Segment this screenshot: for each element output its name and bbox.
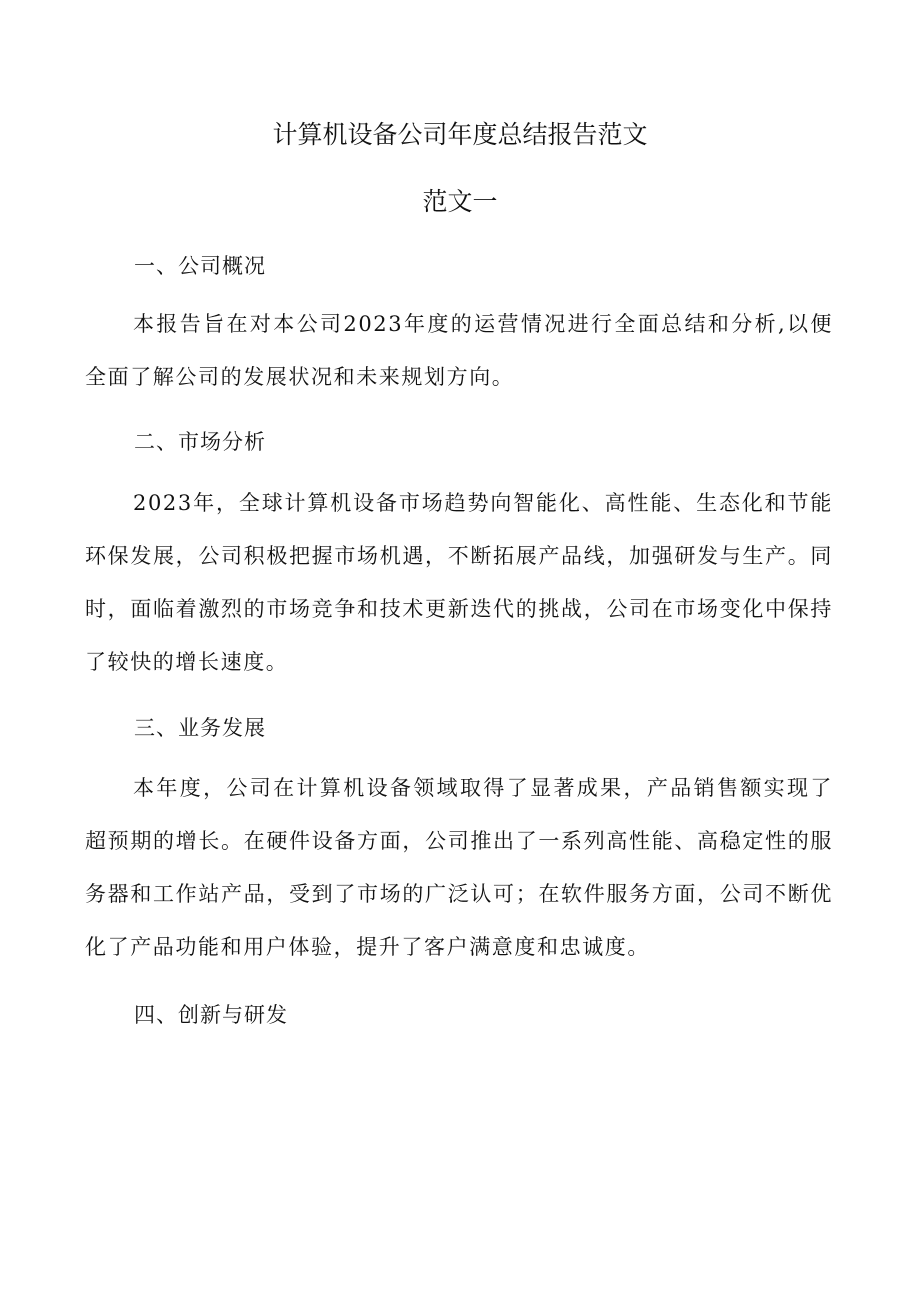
- section-body-market-analysis: 2023年，全球计算机设备市场趋势向智能化、高性能、生态化和节能环保发展，公司积极把握市场机遇，不断拓展产品线，加强研发与生产。同时，面临着激烈的市场竞争和技术更新迭代的挑战，公司在市场变化中保持了较快的增长速度。: [85, 491, 833, 674]
- document-subtitle: 范文一: [422, 187, 498, 216]
- section-heading-business-development: 三、业务发展: [134, 716, 266, 740]
- section-heading-innovation-rd: 四、创新与研发: [134, 1003, 288, 1027]
- section-body-business-development: 本年度，公司在计算机设备领域取得了显著成果，产品销售额实现了超预期的增长。在硬件设备方面，公司推出了一系列高性能、高稳定性的服务器和工作站产品，受到了市场的广泛认可；在软件服务方面，公司不断优化了产品功能和用户体验，提升了客户满意度和忠诚度。: [85, 776, 833, 959]
- section-body-company-overview: 本报告旨在对本公司2023年度的运营情况进行全面总结和分析,以便全面了解公司的发展状况和未来规划方向。: [85, 312, 833, 389]
- section-heading-company-overview: 一、公司概况: [134, 254, 266, 278]
- section-heading-market-analysis: 二、市场分析: [134, 430, 266, 454]
- document-title: 计算机设备公司年度总结报告范文: [272, 120, 648, 149]
